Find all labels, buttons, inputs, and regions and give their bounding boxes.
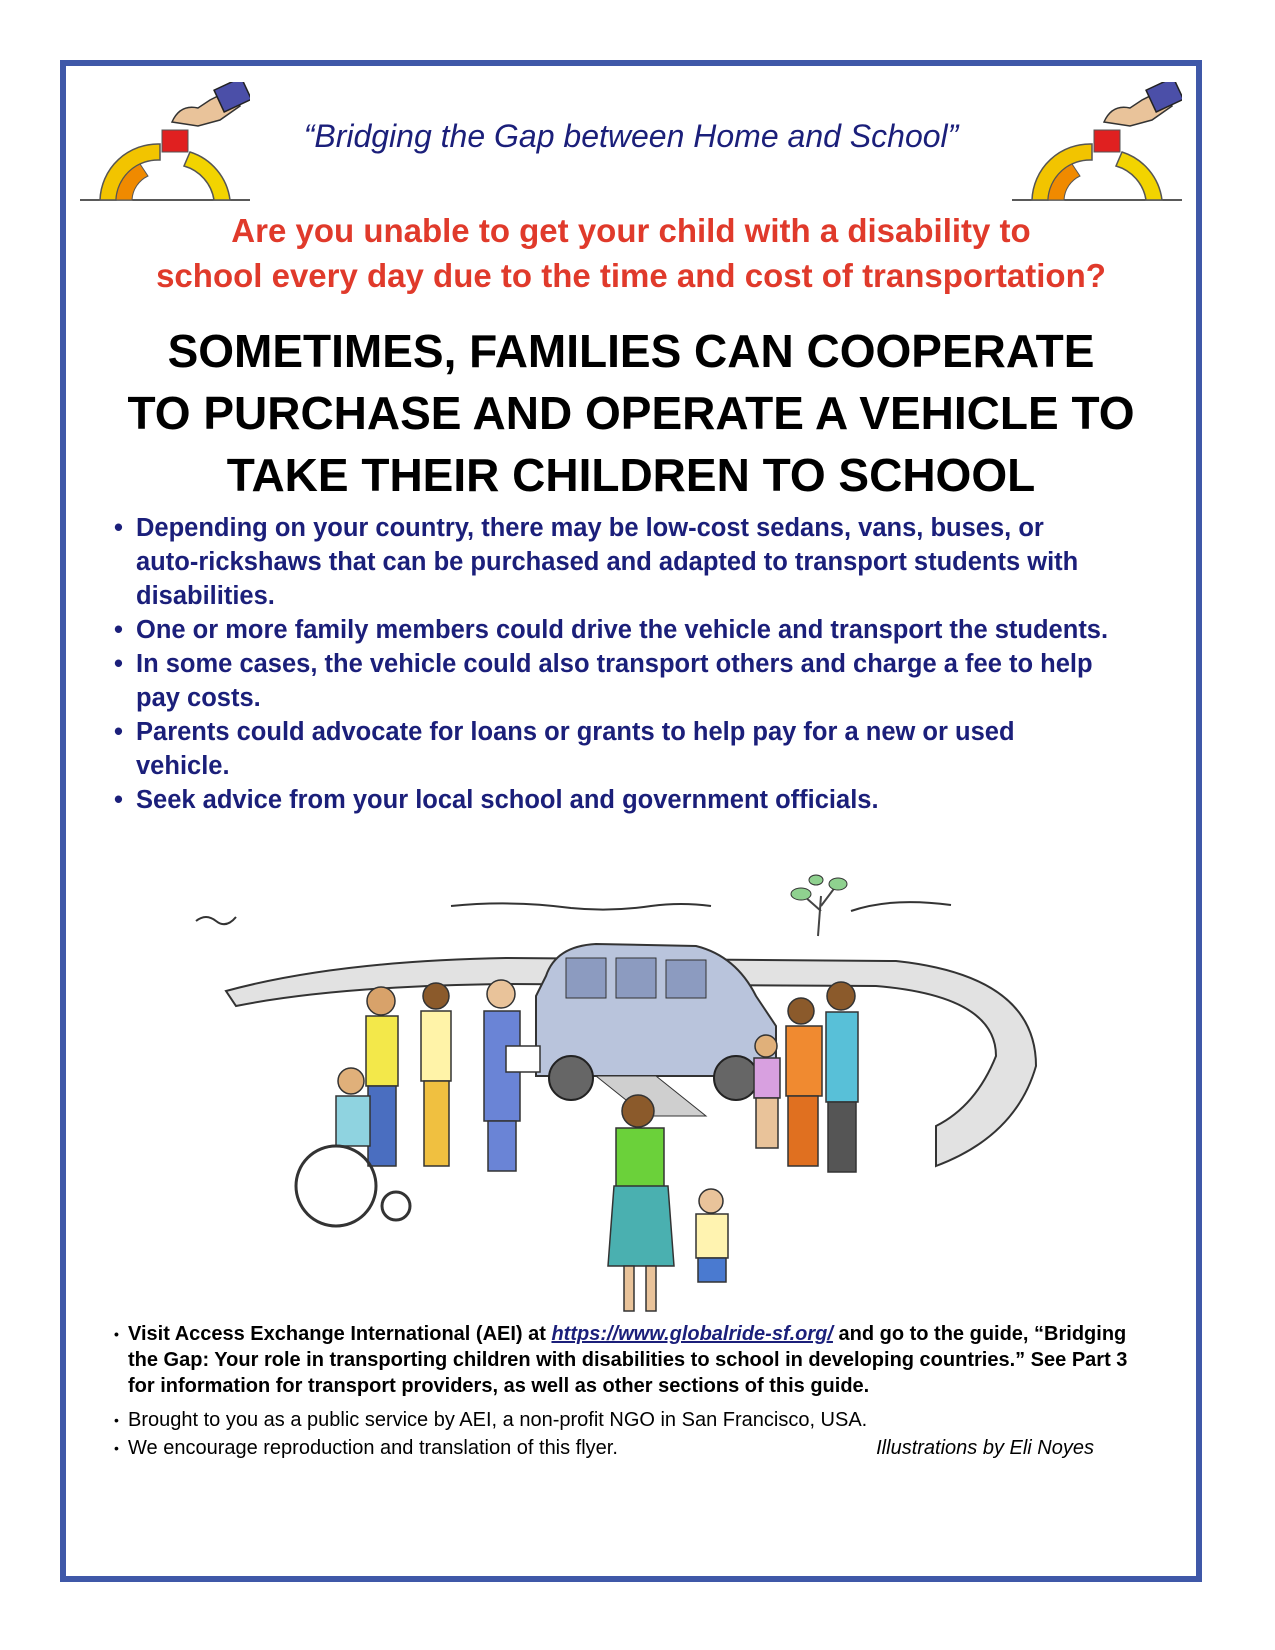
reproduction-note: [114, 1435, 1134, 1461]
list-item: • Depending on your country, there may be low-cost sedans, vans, buses, or auto-rickshaws that can be purchased and adapted to transport students with disabilities.: [110, 511, 1110, 613]
list-item: • Parents could advocate for loans or grants to help pay for a new or used vehicle.: [110, 715, 1110, 783]
globalride-link[interactable]: https://www.globalride-sf.org/: [551, 1323, 833, 1345]
list-item: • One or more family members could drive the vehicle and transport the students.: [110, 613, 1110, 647]
list-item: • Seek advice from your local school and government officials.: [110, 783, 1110, 817]
headline-line-1: SOMETIMES, FAMILIES CAN COOPERATE: [167, 325, 1095, 377]
illustration-credit: Illustrations by Eli Noyes: [876, 1437, 1094, 1459]
list-item: • In some cases, the vehicle could also transport others and charge a fee to help pay costs.: [110, 647, 1110, 715]
reproduction-text: We encourage reproduction and translation of this flyer.: [128, 1437, 618, 1459]
tips-list: [110, 511, 1110, 817]
public-service-note: • Brought to you as a public service by AEI, a non-profit NGO in San Francisco, USA.: [114, 1407, 1134, 1433]
question-heading: [66, 208, 1196, 298]
question-line-2: school every day due to the time and cost of transportation?: [156, 257, 1106, 294]
families-with-van-illustration: [176, 866, 1076, 1336]
headline-line-3: TAKE THEIR CHILDREN TO SCHOOL: [226, 449, 1036, 501]
visit-suffix: and go to the guide, “Bridging the Gap: Your role in transporting children with disabilities to school in developing countries.” See Part 3 for information for transport providers, as well as other sections of this guide.: [128, 1323, 1128, 1397]
flyer-frame: [60, 60, 1202, 1582]
main-headline: [66, 320, 1196, 506]
visit-prefix: Visit Access Exchange International (AEI) at: [128, 1323, 552, 1345]
tagline: “Bridging the Gap between Home and School”: [303, 118, 959, 154]
visit-aei-note: [114, 1321, 1134, 1399]
footer: [114, 1321, 1134, 1461]
headline-line-2: TO PURCHASE AND OPERATE A VEHICLE TO: [127, 387, 1135, 439]
question-line-1: Are you unable to get your child with a disability to: [231, 212, 1031, 249]
